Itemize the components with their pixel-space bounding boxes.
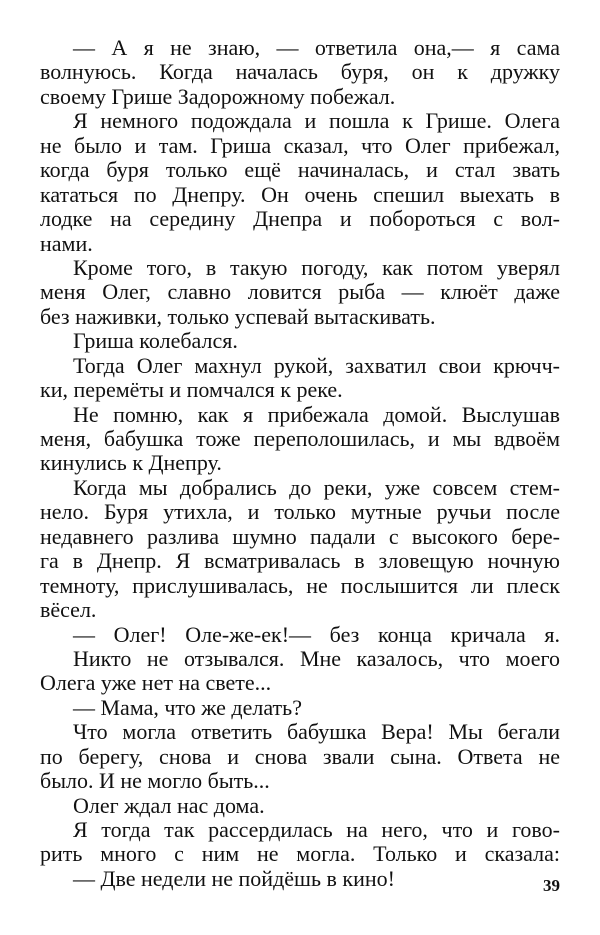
text-line: Тогда Олег махнул рукой, захватил свои крючч-	[73, 352, 560, 378]
text-line: Олега уже нет на свете...	[40, 670, 272, 696]
text-line: кинулись к Днепру.	[40, 450, 222, 476]
text-line: Олег ждал нас дома.	[73, 792, 265, 818]
text-line: волнуюсь. Когда началась буря, он к дружку	[40, 59, 560, 85]
text-line: — Две недели не пойдёшь в кино!	[73, 865, 395, 891]
text-line: — Мама, что же делать?	[73, 694, 302, 720]
text-line: нами.	[40, 230, 93, 256]
text-line: рить много с ним не могла. Только и сказала:	[40, 841, 560, 867]
text-line: не было и там. Гриша сказал, что Олег прибежал,	[40, 132, 560, 158]
text-line: Я немного подождала и пошла к Грише. Олега	[73, 108, 560, 134]
text-line: лодке на середину Днепра и побороться с вол-	[40, 206, 560, 232]
text-line: когда буря только ещё начиналась, и стал звать	[40, 157, 560, 183]
text-line: — Олег! Оле-же-ек!— без конца кричала я.	[73, 621, 560, 647]
text-line: без наживки, только успевай вытаскивать.	[40, 303, 436, 329]
text-line: кататься по Днепру. Он очень спешил выехать в	[40, 181, 560, 207]
text-line: Когда мы добрались до реки, уже совсем стем-	[73, 474, 560, 500]
text-line: Никто не отзывался. Мне казалось, что моего	[73, 645, 560, 671]
text-line: по берегу, снова и снова звали сына. Ответа не	[40, 743, 560, 769]
text-line: — А я не знаю, — ответила она,— я сама	[73, 35, 560, 60]
text-line: Не помню, как я прибежала домой. Выслушав	[73, 401, 560, 427]
text-line: своему Грише Задорожному побежал.	[40, 83, 396, 109]
text-line: было. И не могло быть...	[40, 768, 270, 794]
text-line: Что могла ответить бабушка Вера! Мы бегали	[73, 719, 560, 745]
text-line: вёсел.	[40, 597, 97, 623]
text-line: ки, перемёты и помчался к реке.	[40, 377, 343, 403]
text-line: Кроме того, в такую погоду, как потом уверял	[73, 254, 560, 280]
text-line: недавнего разлива шумно падали с высокого бере-	[40, 523, 560, 549]
page-body-text	[40, 36, 560, 891]
text-line: Гриша колебался.	[73, 328, 238, 354]
text-line: темноту, прислушивалась, не послышится ли плеск	[40, 572, 560, 598]
text-line: Я тогда так рассердилась на него, что и гово-	[73, 817, 560, 842]
text-line: меня Олег, славно ловится рыба — клюёт даже	[40, 279, 560, 305]
page-number: 39	[543, 876, 560, 895]
text-line: га в Днепр. Я всматривалась в зловещую ночную	[40, 548, 560, 574]
text-line: нело. Буря утихла, и только мутные ручьи после	[40, 499, 560, 525]
text-line: меня, бабушка тоже переполошилась, и мы вдвоём	[40, 426, 560, 451]
